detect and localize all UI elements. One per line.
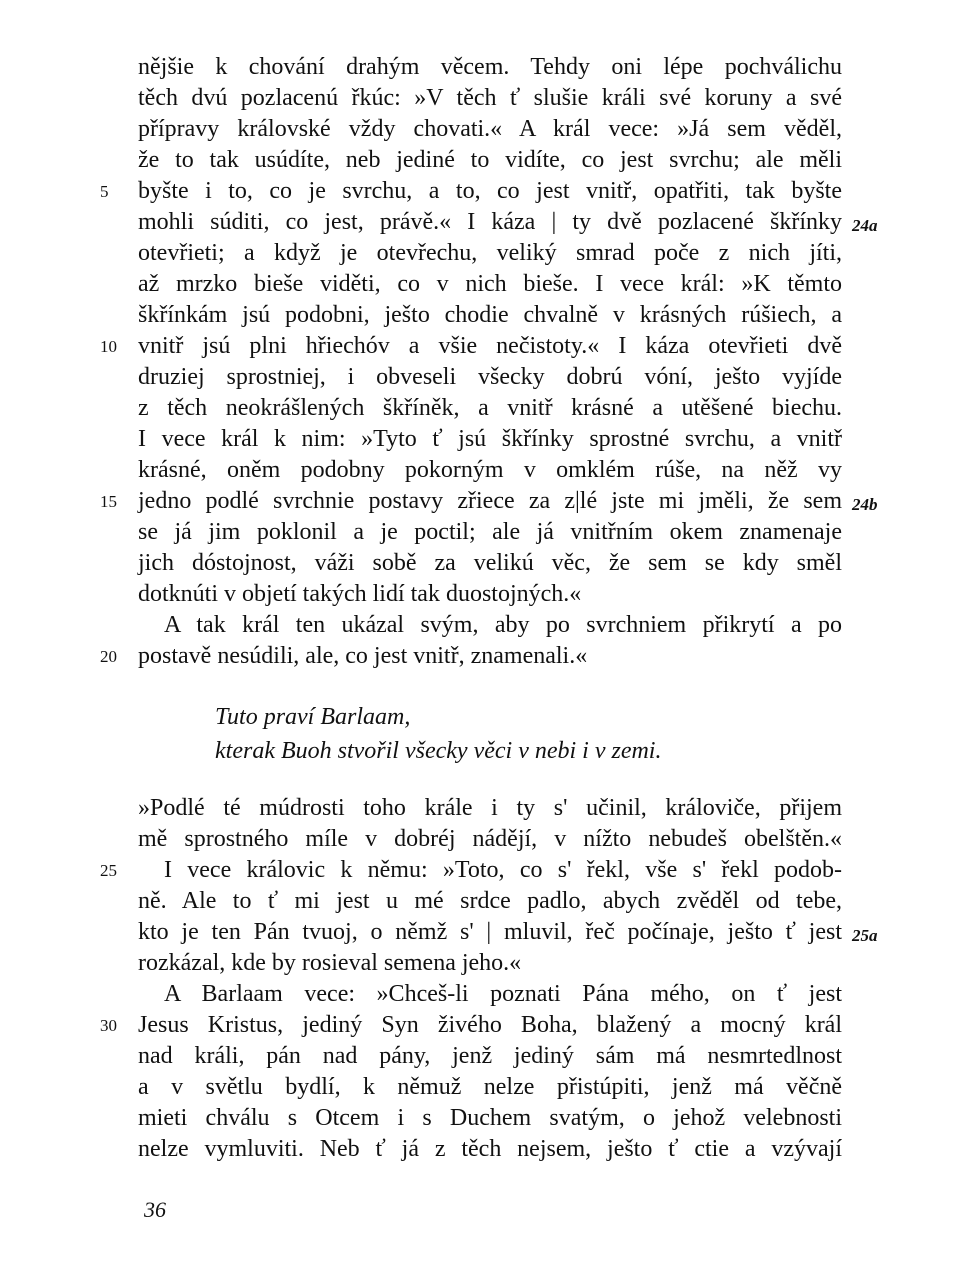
text-line: Jesus Kristus, jediný Syn živého Boha, blažený a mocný král — [138, 1012, 842, 1038]
section-heading-line: Tuto praví Barlaam, — [215, 704, 411, 730]
text-line: mieti chválu s Otcem i s Duchem svatým, o jehož velebnosti — [138, 1105, 842, 1131]
text-line: byšte i to, co je svrchu, a to, co jest vnitř, opatřiti, tak byšte — [138, 178, 842, 204]
text-line: A Barlaam vece: »Chceš-li poznati Pána mého, on ť jest — [164, 981, 842, 1007]
page-number: 36 — [144, 1197, 166, 1222]
text-line: I vece král k nim: »Tyto ť jsú škřínky sprostné svrchu, a vnitř — [138, 426, 842, 452]
text-line: se já jim poklonil a je poctil; ale já vnitřním okem znamenaje — [138, 519, 842, 545]
text-line: mě sprostného míle v dobréj nádějí, v nížto nebudeš obelštěn.« — [138, 826, 842, 852]
text-line: ně. Ale to ť mi jest u mé srdce padlo, abych zvěděl od tebe, — [138, 888, 842, 914]
text-line: postavě nesúdili, ale, co jest vnitř, znamenali.« — [138, 643, 588, 669]
line-number: 25 — [100, 861, 117, 880]
text-line: jedno podlé svrchnie postavy zřiece za z|lé jste mi jměli, že sem — [138, 488, 842, 514]
text-line: a v světlu bydlí, k němuž nelze přistúpiti, jenž má věčně — [138, 1074, 842, 1100]
text-line: až mrzko bieše viděti, co v nich bieše. I vece král: »K těmto — [138, 271, 842, 297]
text-line: krásné, oněm podobny pokorným v omklém rúše, na něž vy — [138, 457, 842, 483]
text-line: škřínkám jsú podobni, ješto chodie chvalně v krásných rúšiech, a — [138, 302, 842, 328]
text-line: rozkázal, kde by rosieval semena jeho.« — [138, 950, 522, 976]
margin-folio-ref: 24b — [852, 495, 878, 514]
line-number: 15 — [100, 492, 117, 511]
line-number: 20 — [100, 647, 117, 666]
text-line: »Podlé té múdrosti toho krále i ty s' učinil, královiče, přijem — [138, 795, 842, 821]
text-line: nějšie k chování drahým věcem. Tehdy oni lépe pochválichu — [138, 54, 842, 80]
line-number: 10 — [100, 337, 117, 356]
text-line: A tak král ten ukázal svým, aby po svrchniem přikrytí a po — [164, 612, 842, 638]
text-line: otevřieti; a když je otevřechu, veliký smrad poče z nich jíti, — [138, 240, 842, 266]
section-heading-line: kterak Buoh stvořil všecky věci v nebi i v zemi. — [215, 738, 662, 764]
text-line: z těch neokrášlených škříněk, a vnitř krásné a utěšené biechu. — [138, 395, 842, 421]
margin-folio-ref: 24a — [852, 216, 878, 235]
text-line: dotknúti v objetí takých lidí tak duostojných.« — [138, 581, 582, 607]
text-line: vnitř jsú plni hřiechóv a všie nečistoty.« I káza otevřieti dvě — [138, 333, 842, 359]
line-number: 5 — [100, 182, 109, 201]
line-number: 30 — [100, 1016, 117, 1035]
text-line: jich dóstojnost, váži sobě za velikú věc, že sem se kdy směl — [138, 550, 842, 576]
text-line: I vece královic k němu: »Toto, co s' řekl, vše s' řekl podob- — [164, 857, 842, 883]
text-line: těch dvú pozlacenú řkúc: »V těch ť slušie králi své koruny a své — [138, 85, 842, 111]
text-line: přípravy královské vždy chovati.« A král vece: »Já sem věděl, — [138, 116, 842, 142]
text-line: kto je ten Pán tvuoj, o němž s' | mluvil, řeč počínaje, ješto ť jest — [138, 919, 842, 945]
text-line: druziej sprostniej, i obveseli všecky dobrú vóní, ješto vyjíde — [138, 364, 842, 390]
text-line: nelze vymluviti. Neb ť já z těch nejsem, ješto ť ctie a vzývají — [138, 1136, 842, 1162]
text-line: že to tak usúdíte, neb jediné to vidíte, co jest svrchu; ale měli — [138, 147, 842, 173]
text-line: nad králi, pán nad pány, jenž jediný sám má nesmrtedlnost — [138, 1043, 842, 1069]
text-line: mohli súditi, co jest, právě.« I káza | ty dvě pozlacené škřínky — [138, 209, 842, 235]
margin-folio-ref: 25a — [852, 926, 878, 945]
